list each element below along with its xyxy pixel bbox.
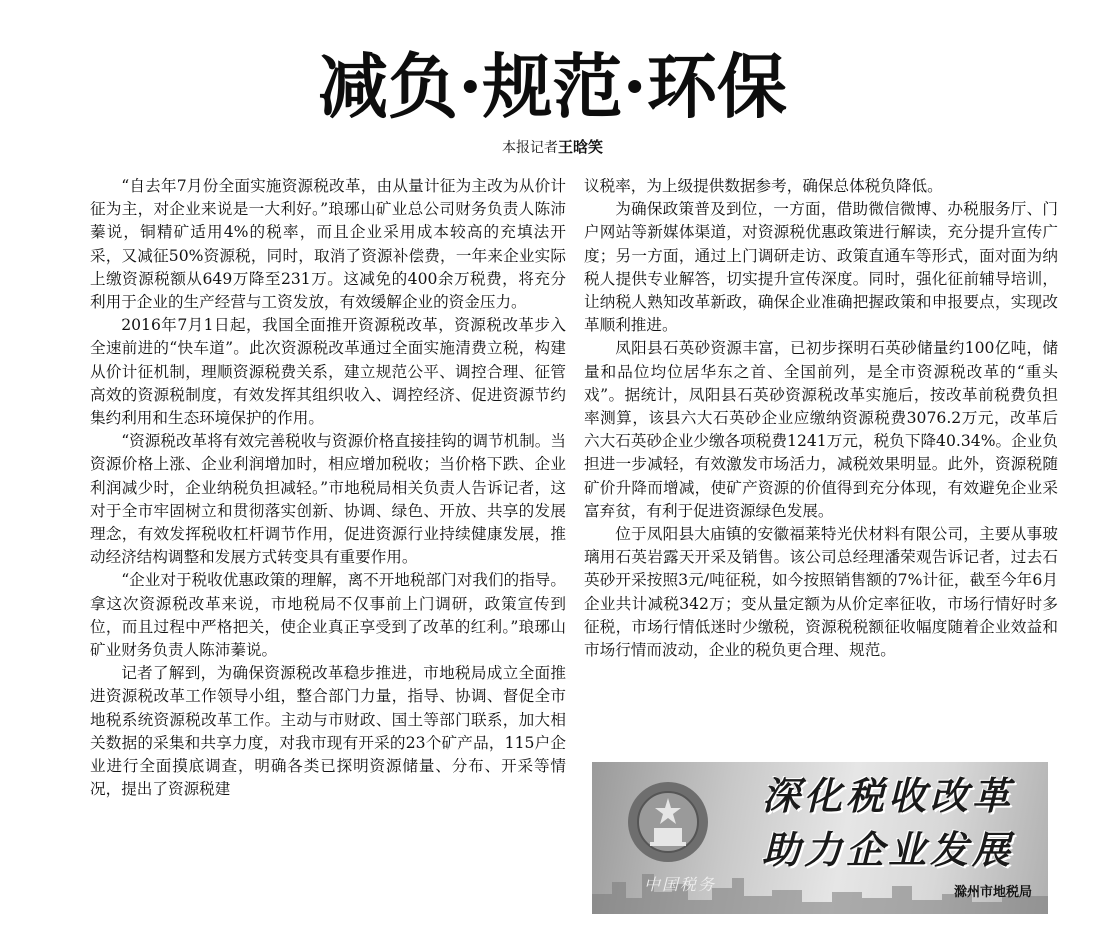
paragraph: 议税率，为上级提供数据参考，确保总体税负降低。 xyxy=(584,177,943,195)
banner-logo-text: 中国税务 xyxy=(644,875,717,894)
banner-slogan-line-2: 助力企业发展 xyxy=(762,827,1015,872)
right-column xyxy=(584,175,1058,662)
paragraph: 位于凤阳县大庙镇的安徽福莱特光伏材料有限公司，主要从事玻璃用石英岩露天开采及销售。该公司总经理潘荣观告诉记者，过去石英砂开采按照3元/吨征税，如今按照销售额的7%计征，截至今年6月企业共计减税342万；变从量定额为从价定率征收，市场行情好时多征税，市场行情低迷时少缴税，资源税税额征收幅度随着企业效益和市场行情而波动，企业的税负更合理、规范。 xyxy=(584,525,1058,660)
paragraph: 凤阳县石英砂资源丰富，已初步探明石英砂储量约100亿吨，储量和品位均位居华东之首、全国前列，是全市资源税改革的“重头戏”。据统计，凤阳县石英砂资源税改革实施后，按改革前税费负担率测算，该县六大石英砂企业应缴纳资源税费3076.2万元，改革后六大石英砂企业少缴各项税费1241万元，税负下降40.34%。企业负担进一步减轻，有效激发市场活力，减税效果明显。此外，资源税随矿价升降而增减，使矿产资源的价值得到充分体现，有效避免企业采富弃贫，有利于促进资源绿色发展。 xyxy=(584,339,1058,520)
paragraph: 记者了解到，为确保资源税改革稳步推进，市地税局成立全面推进资源税改革工作领导小组，整合部门力量，指导、协调、督促全市地税系统资源税改革工作。主动与市财政、国土等部门联系，加大相关数据的采集和共享力度，对我市现有开采的23个矿产品，115户企业进行全面摸底调查，明确各类已探明资源储量、分布、开采等情况，提出了资源税建 xyxy=(90,664,566,799)
paragraph: “企业对于税收优惠政策的理解，离不开地税部门对我们的指导。拿这次资源税改革来说，市地税局不仅事前上门调研，政策宣传到位，而且过程中严格把关，使企业真正享受到了改革的红利。”琅琊山矿业财务负责人陈沛蓁说。 xyxy=(90,571,566,660)
byline-prefix: 本报记者 xyxy=(501,140,558,156)
left-column xyxy=(90,175,566,801)
headline: 减负·规范·环保 xyxy=(318,45,787,128)
banner-slogan-line-1: 深化税收改革 xyxy=(762,773,1015,818)
paragraph: “自去年7月份全面实施资源税改革，由从量计征为主改为从价计征为主，对企业来说是一大利好。”琅琊山矿业总公司财务负责人陈沛蓁说，铜精矿适用4%的税率，而且企业采用成本较高的充填法开采，又减征50%资源税，同时，取消了资源补偿费，一年来企业实际上缴资源税额从649万降至231万。这减免的400余万税费，将充分利用于企业的生产经营与工资发放，有效缓解企业的资金压力。 xyxy=(90,177,566,312)
paragraph: 2016年7月1日起，我国全面推开资源税改革，资源税改革步入全速前进的“快车道”。此次资源税改革通过全面实施清费立税，构建从价计征机制，理顺资源税费关系，建立规范公平、调控合理、征管高效的资源税制度，有效发挥其组织收入、调控经济、促进资源节约集约利用和生态环境保护的作用。 xyxy=(90,316,566,428)
banner-organization: 滁州市地税局 xyxy=(953,885,1032,900)
paragraph: “资源税改革将有效完善税收与资源价格直接挂钩的调节机制。当资源价格上涨、企业利润增加时，相应增加税收；当价格下跌、企业利润减少时，企业纳税负担减轻。”市地税局相关负责人告诉记者，这对于全市牢固树立和贯彻落实创新、协调、绿色、开放、共享的发展理念，有效发挥税收杠杆调节作用，促进资源行业持续健康发展，推动经济结构调整和发展方式转变具有重要作用。 xyxy=(90,432,566,567)
tax-banner xyxy=(592,762,1048,914)
paragraph: 为确保政策普及到位，一方面，借助微信微博、办税服务厅、门户网站等新媒体渠道，对资源税优惠政策进行解读，充分提升宣传广度；另一方面，通过上门调研走访、政策直通车等形式，面对面为纳税人提供专业解答，切实提升宣传深度。同时，强化征前辅导培训，让纳税人熟知改革新政，确保企业准确把握政策和申报要点，实现改革顺利推进。 xyxy=(584,200,1058,335)
byline-name: 王晗笑 xyxy=(557,138,603,156)
byline xyxy=(0,138,1105,157)
national-emblem-icon xyxy=(622,776,714,868)
